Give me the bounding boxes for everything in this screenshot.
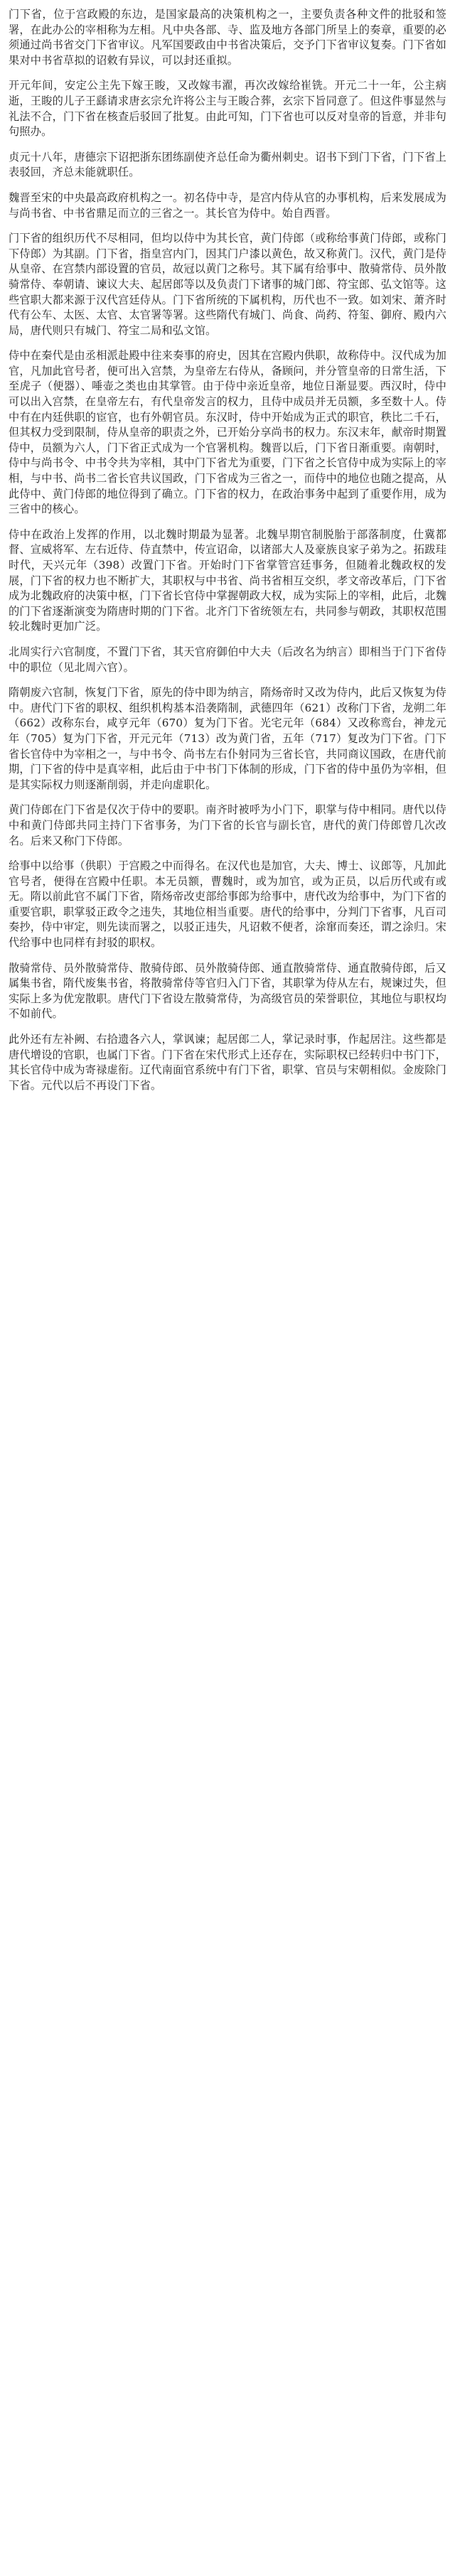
paragraph-11: 给事中以给事（供职）于宫殿之中而得名。在汉代也是加官，大夫、博士、议郎等，凡加此官号者，便得在宫殿中任职。本无员额，曹魏时，或为加官，或为正员，以后历代或有或无。隋以前此官不属门下省，隋炀帝改吏部给事郎为给事中，唐代改为给事中，为门下省的重要官职，职掌驳正政令之违失，其地位相当重要。唐代的给事中，分判门下省事，凡百司奏抄，侍中审定，则先读而署之，以驳正违失，凡诏敕不便者，涂窜而奏还，谓之涂归。宋代给事中也同样有封驳的职权。 [9,859,446,950]
paragraph-1: 门下省，位于宫政殿的东边，是国家最高的决策机构之一，主要负责各种文件的批驳和签署，在此办公的宰相称为左相。凡中央各部、寺、监及地方各部门所呈上的奏章，重要的必须通过尚书省交门下省审议。凡军国要政由中书省决策后，交予门下省审议复奏。门下省如果对中书省草拟的诏敕有异议，可以封还重拟。 [9,8,446,67]
paragraph-4: 魏晋至宋的中央最高政府机构之一。初名侍中寺，是宫内侍从官的办事机构，后来发展成为与尚书省、中书省鼎足而立的三省之一。其长官为侍中。始自西晋。 [9,190,446,220]
paragraph-5: 门下省的组织历代不尽相同，但均以侍中为其长官，黄门侍郎（或称给事黄门侍郎，或称门下侍郎）为其副。门下省，指皇宫内门，因其门户漆以黄色，故又称黄门。汉代，黄门是侍从皇帝、在宫禁内部设置的官员，故冠以黄门之称号。其下属有给事中、散骑常侍、员外散骑常侍、奉朝请、谏议大夫、起居郎等以及负责门下诸事的城门郎、符宝郎、弘文馆等。这些官职大都来源于汉代宫廷侍从。门下省所统的下属机构，历代也不一致。如刘宋、萧齐时代有公车、太医、太官、太官署等署。这些隋代有城门、尚食、尚药、符玺、御府、殿内六局，唐代则只有城门、符宝二局和弘文馆。 [9,232,446,337]
paragraph-12: 散骑常侍、员外散骑常侍、散骑侍郎、员外散骑侍郎、通直散骑常侍、通直散骑侍郎，后又属集书省，隋代废集书省，将散骑常侍等官归入门下省，其职掌为侍从左右，规谏过失，但实际上多为优宠散职。唐代门下省设左散骑常侍，为高级官员的荣誉职位，其地位与职权均不如前代。 [9,961,446,1021]
paragraph-13: 此外还有左补阙、右拾遗各六人，掌讽谏；起居郎二人，掌记录时事，作起居注。这些都是唐代增设的官职，也属门下省。门下省在宋代形式上还存在，实际职权已经转归中书门下，其长官侍中成为寄禄虚衔。辽代南面官系统中有门下省，职掌、官员与宋朝相似。金废除门下省。元代以后不再设门下省。 [9,1033,446,1092]
paragraph-3: 贞元十八年，唐德宗下诏把浙东团练副使齐总任命为衢州刺史。诏书下到门下省，门下省上表驳回，齐总未能就职任。 [9,150,446,179]
paragraph-6: 侍中在秦代是由丞相派赴殿中往来奏事的府史，因其在宫殿内供职，故称侍中。汉代成为加官，凡加此官号者，便可出入宫禁，为皇帝左右侍从，备顾问，并分管皇帝的日常生活，下至虎子（便器）、唾壶之类也由其掌管。由于侍中亲近皇帝，地位日渐显要。西汉时，侍中可以出入宫禁，在皇帝左右，有代皇帝发言的权力，且侍中成员并无员额，多至数十人。侍中有在内廷供职的宦官，也有外朝官员。东汉时，侍中开始成为正式的职官，秩比二千石，但其权力受到限制，侍从皇帝的职责之外，已开始分享尚书的权力。东汉末年，献帝时期置侍中，员额为六人，门下省正式成为一个官署机构。魏晋以后，门下省日渐重要。南朝时，侍中与尚书令、中书令共为宰相，其中门下省尤为重要，门下省之长官侍中成为实际上的宰相，与中书、尚书二省长官共议国政，门下省成为三省之一，而侍中的地位也随之提高，从此侍中、黄门侍郎的地位得到了确立。门下省的权力，在政治事务中起到了重要作用，成为三省中的核心。 [9,349,446,516]
paragraph-10: 黄门侍郎在门下省是仅次于侍中的要职。南齐时被呼为小门下，职掌与侍中相同。唐代以侍中和黄门侍郎共同主持门下省事务，为门下省的长官与副长官，唐代的黄门侍郎曾几次改名。后来又称门下侍郎。 [9,803,446,847]
paragraph-9: 隋朝废六官制，恢复门下省，原先的侍中即为纳言，隋炀帝时又改为侍内，此后又恢复为侍中。唐代门下省的职权、组织机构基本沿袭隋制，武德四年（621）改称门下省，龙朔二年（662）改称东台，咸亨元年（670）复为门下省。光宅元年（684）又改称鸾台，神龙元年（705）复为门下省，开元元年（713）改为黄门省，五年（717）复改为门下省。门下省长官侍中为宰相之一，与中书令、尚书左右仆射同为三省长官，共同商议国政，在唐代前期，门下省的侍中是真宰相，此后由于中书门下体制的形成，门下省的侍中虽仍为宰相，但是其实际权力则逐渐削弱，并走向虚职化。 [9,686,446,791]
paragraph-7: 侍中在政治上发挥的作用，以北魏时期最为显著。北魏早期官制脱胎于部落制度，仕冀都督、宣威将军、左右近侍、侍直禁中，传宣诏命，以诸部大人及豪族良家子弟为之。拓跋珪时代，天兴元年（398）改置门下省。开始时门下省掌管宫廷事务，但随着北魏政权的发展，门下省的权力也不断扩大，其职权与中书省、尚书省相互交织，孝文帝改革后，门下省成为北魏政府的决策中枢，门下省长官侍中掌握朝政大权，成为实际上的宰相，此后，北魏的门下省逐渐演变为隋唐时期的门下省。北齐门下省统领左右，共同参与朝政，其职权范围较北魏时更加广泛。 [9,527,446,633]
paragraph-2: 开元年间，安定公主先下嫁王睃，又改嫁韦濯，再次改嫁给崔铣。开元二十一年，公主病逝，王睃的儿子王繇请求唐玄宗允许将公主与王睃合葬，玄宗下旨同意了。但这件事显然与礼法不合，门下省在核查后驳回了批复。由此可知，门下省也可以反对皇帝的旨意，并非句句照办。 [9,79,446,139]
paragraph-8: 北周实行六官制度，不置门下省，其天官府御伯中大夫（后改名为纳言）即相当于门下省侍中的职位（见北周六官）。 [9,645,446,674]
